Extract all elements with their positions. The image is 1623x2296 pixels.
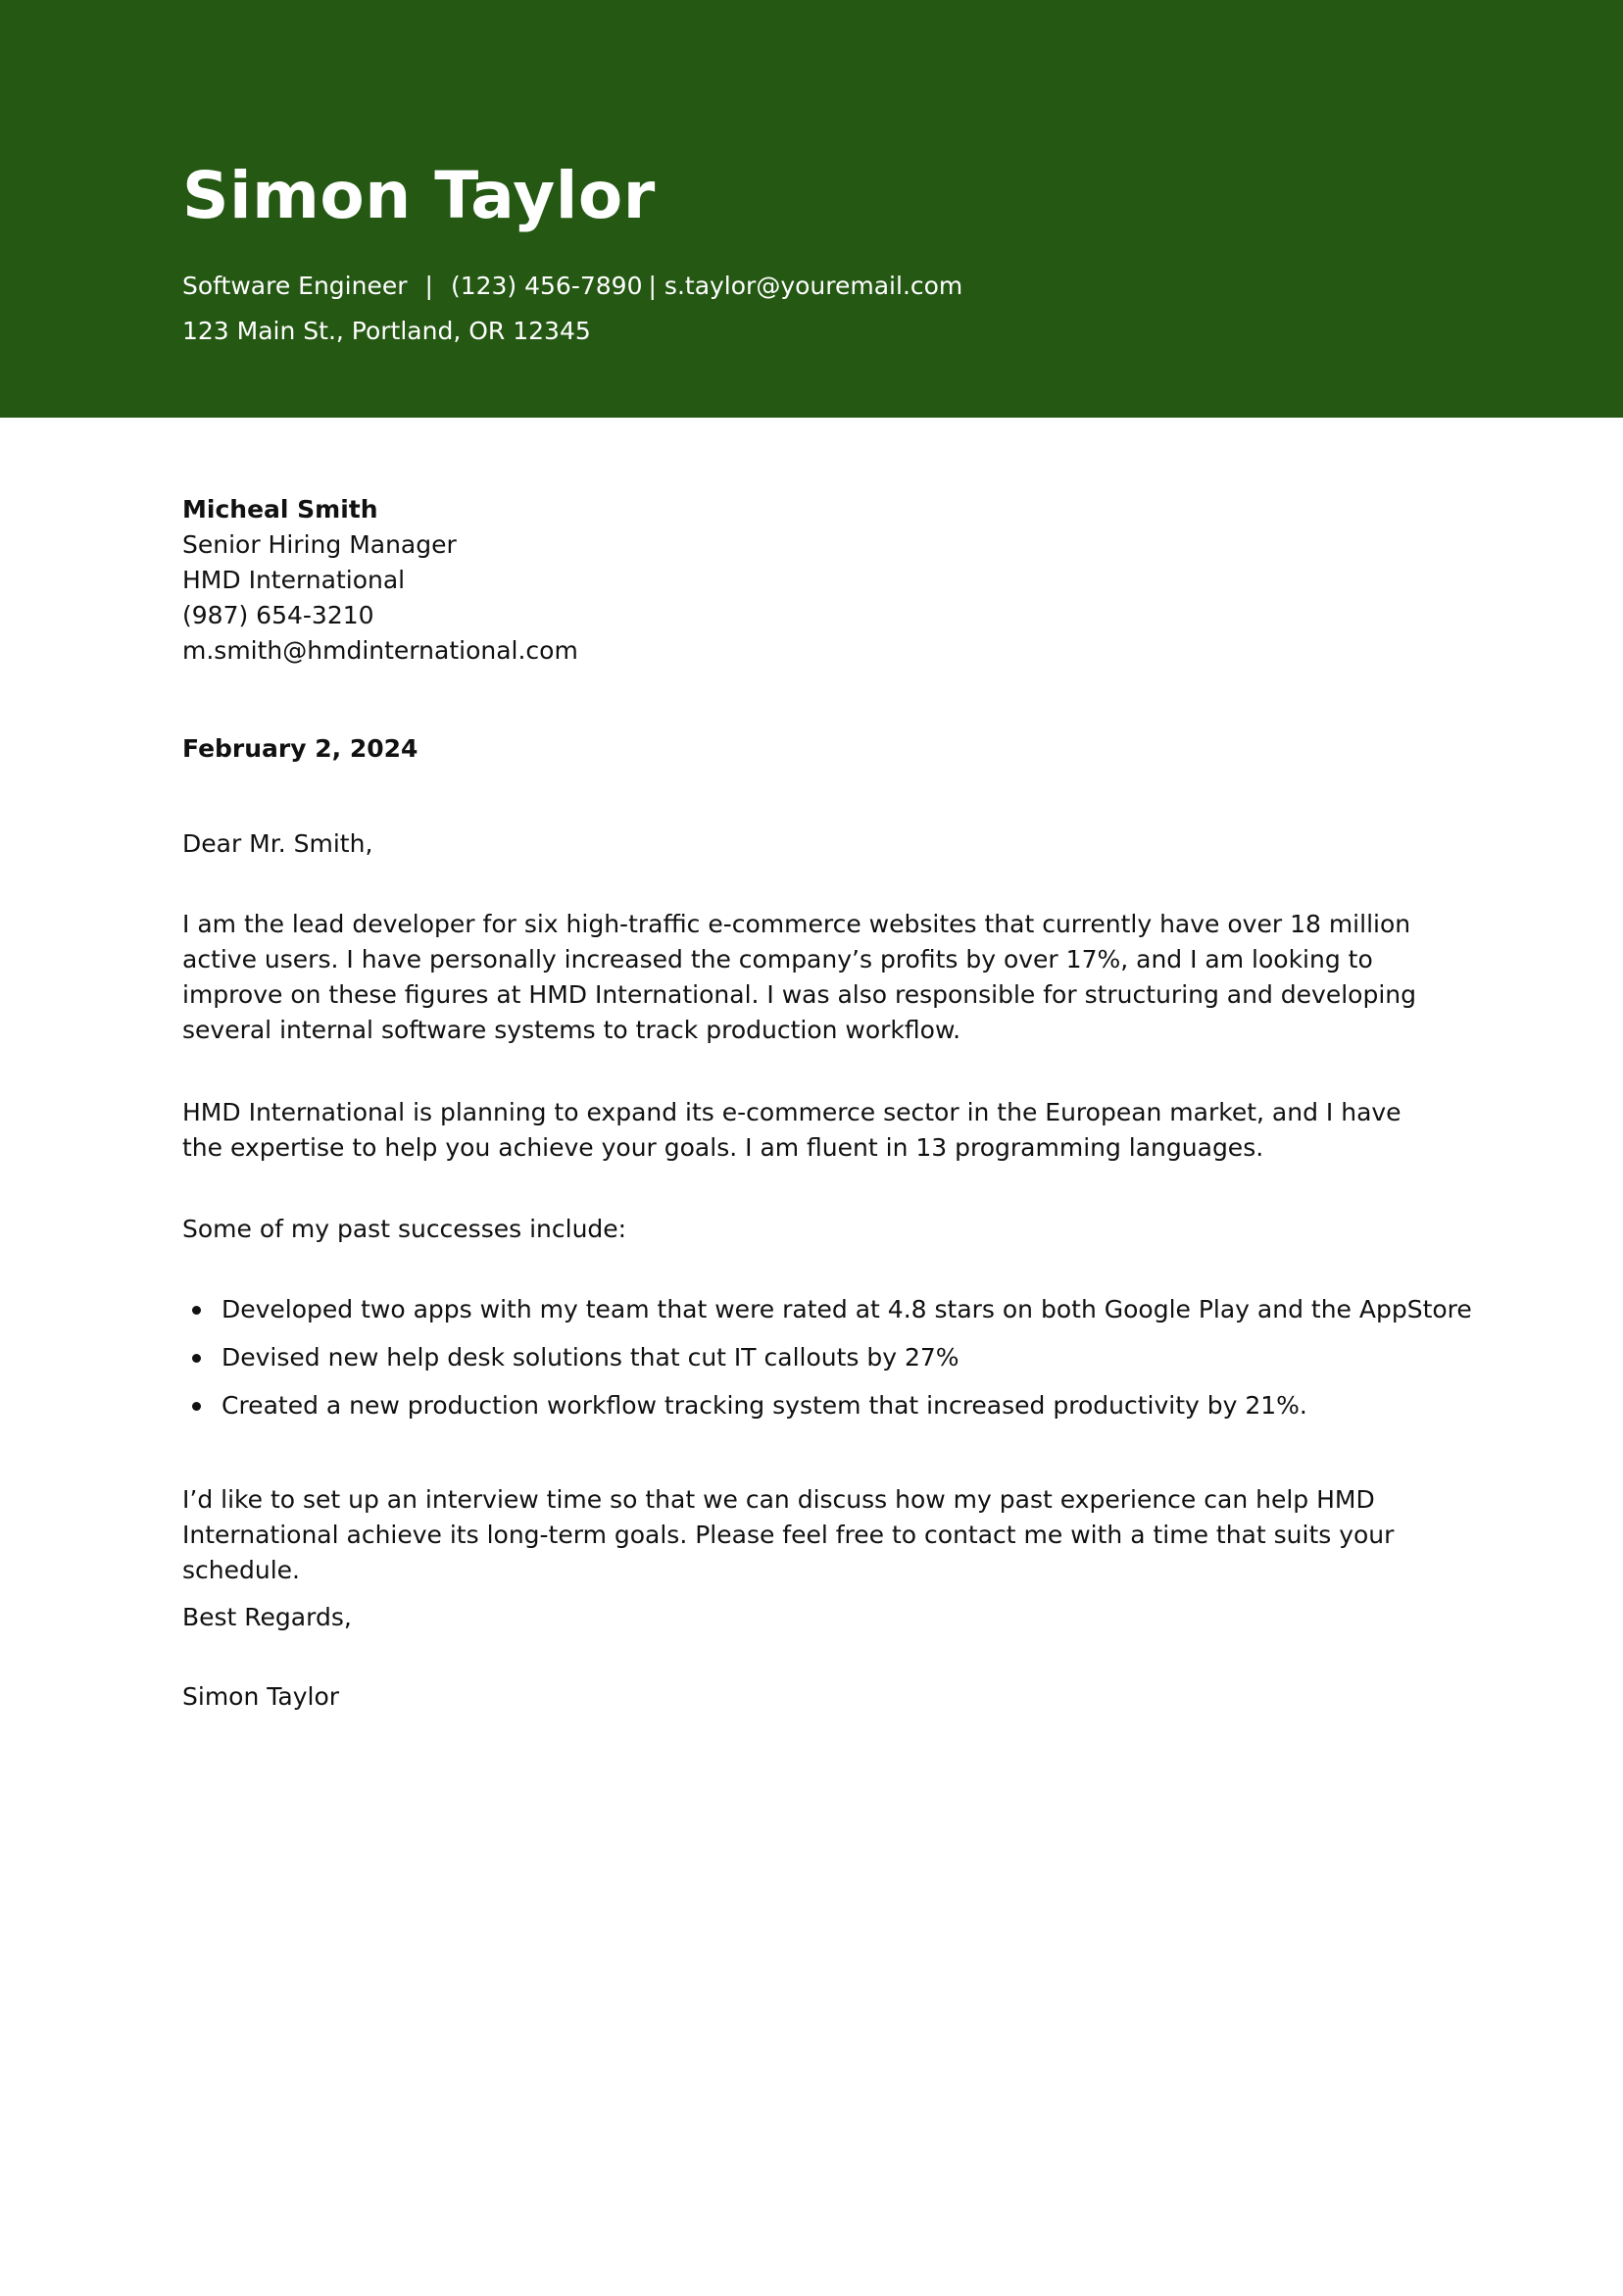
list-item-text: Created a new production workflow tracking system that increased productivity by 21%. [221, 1391, 1307, 1420]
paragraph-intro: I am the lead developer for six high-traffic e-commerce websites that currently have over 18 million active users. I have personally increased the company’s profits by over 17%, and I am looking to improve on these figures at HMD International. I was also responsible for structuring and developing several internal software systems to track production workflow. [182, 910, 1416, 1044]
sender-phone: (123) 456-7890 [450, 272, 643, 300]
bullet-icon [192, 1306, 201, 1315]
list-item [182, 1388, 1456, 1436]
signature: Simon Taylor [182, 1682, 340, 1711]
sender-name: Simon Taylor [182, 158, 656, 233]
successes-list [182, 1292, 1472, 1436]
paragraph-successes-lead: Some of my past successes include: [182, 1215, 627, 1243]
sender-address: 123 Main St., Portland, OR 12345 [182, 317, 591, 345]
letter-date: February 2, 2024 [182, 734, 418, 763]
separator: | [424, 272, 433, 300]
recipient-title: Senior Hiring Manager [182, 530, 457, 559]
closing: Best Regards, [182, 1603, 352, 1631]
list-item-text: Developed two apps with my team that were rated at 4.8 stars on both Google Play and the AppStore [221, 1295, 1472, 1323]
paragraph-closing: I’d like to set up an interview time so that we can discuss how my past experience can help HMD International achieve its long-term goals. Please feel free to contact me with a time that suits your schedule. [182, 1485, 1395, 1584]
salutation: Dear Mr. Smith, [182, 829, 373, 858]
sender-email: s.taylor@youremail.com [664, 272, 963, 300]
paragraph-expertise: HMD International is planning to expand its e-commerce sector in the European market, and I have the expertise to help you achieve your goals. I am fluent in 13 programming languages. [182, 1098, 1402, 1162]
header-banner [0, 0, 1623, 418]
sender-title: Software Engineer [182, 272, 408, 300]
recipient-email: m.smith@hmdinternational.com [182, 636, 578, 665]
recipient-phone: (987) 654-3210 [182, 601, 374, 629]
sender-contact-line [182, 270, 962, 303]
list-item [182, 1292, 1472, 1340]
bullet-icon [192, 1354, 201, 1363]
recipient-block [182, 492, 578, 669]
recipient-name: Micheal Smith [182, 495, 378, 524]
separator: | [648, 272, 657, 300]
list-item [182, 1340, 1456, 1388]
bullet-icon [192, 1402, 201, 1411]
recipient-company: HMD International [182, 566, 406, 594]
list-item-text: Devised new help desk solutions that cut IT callouts by 27% [221, 1343, 959, 1372]
